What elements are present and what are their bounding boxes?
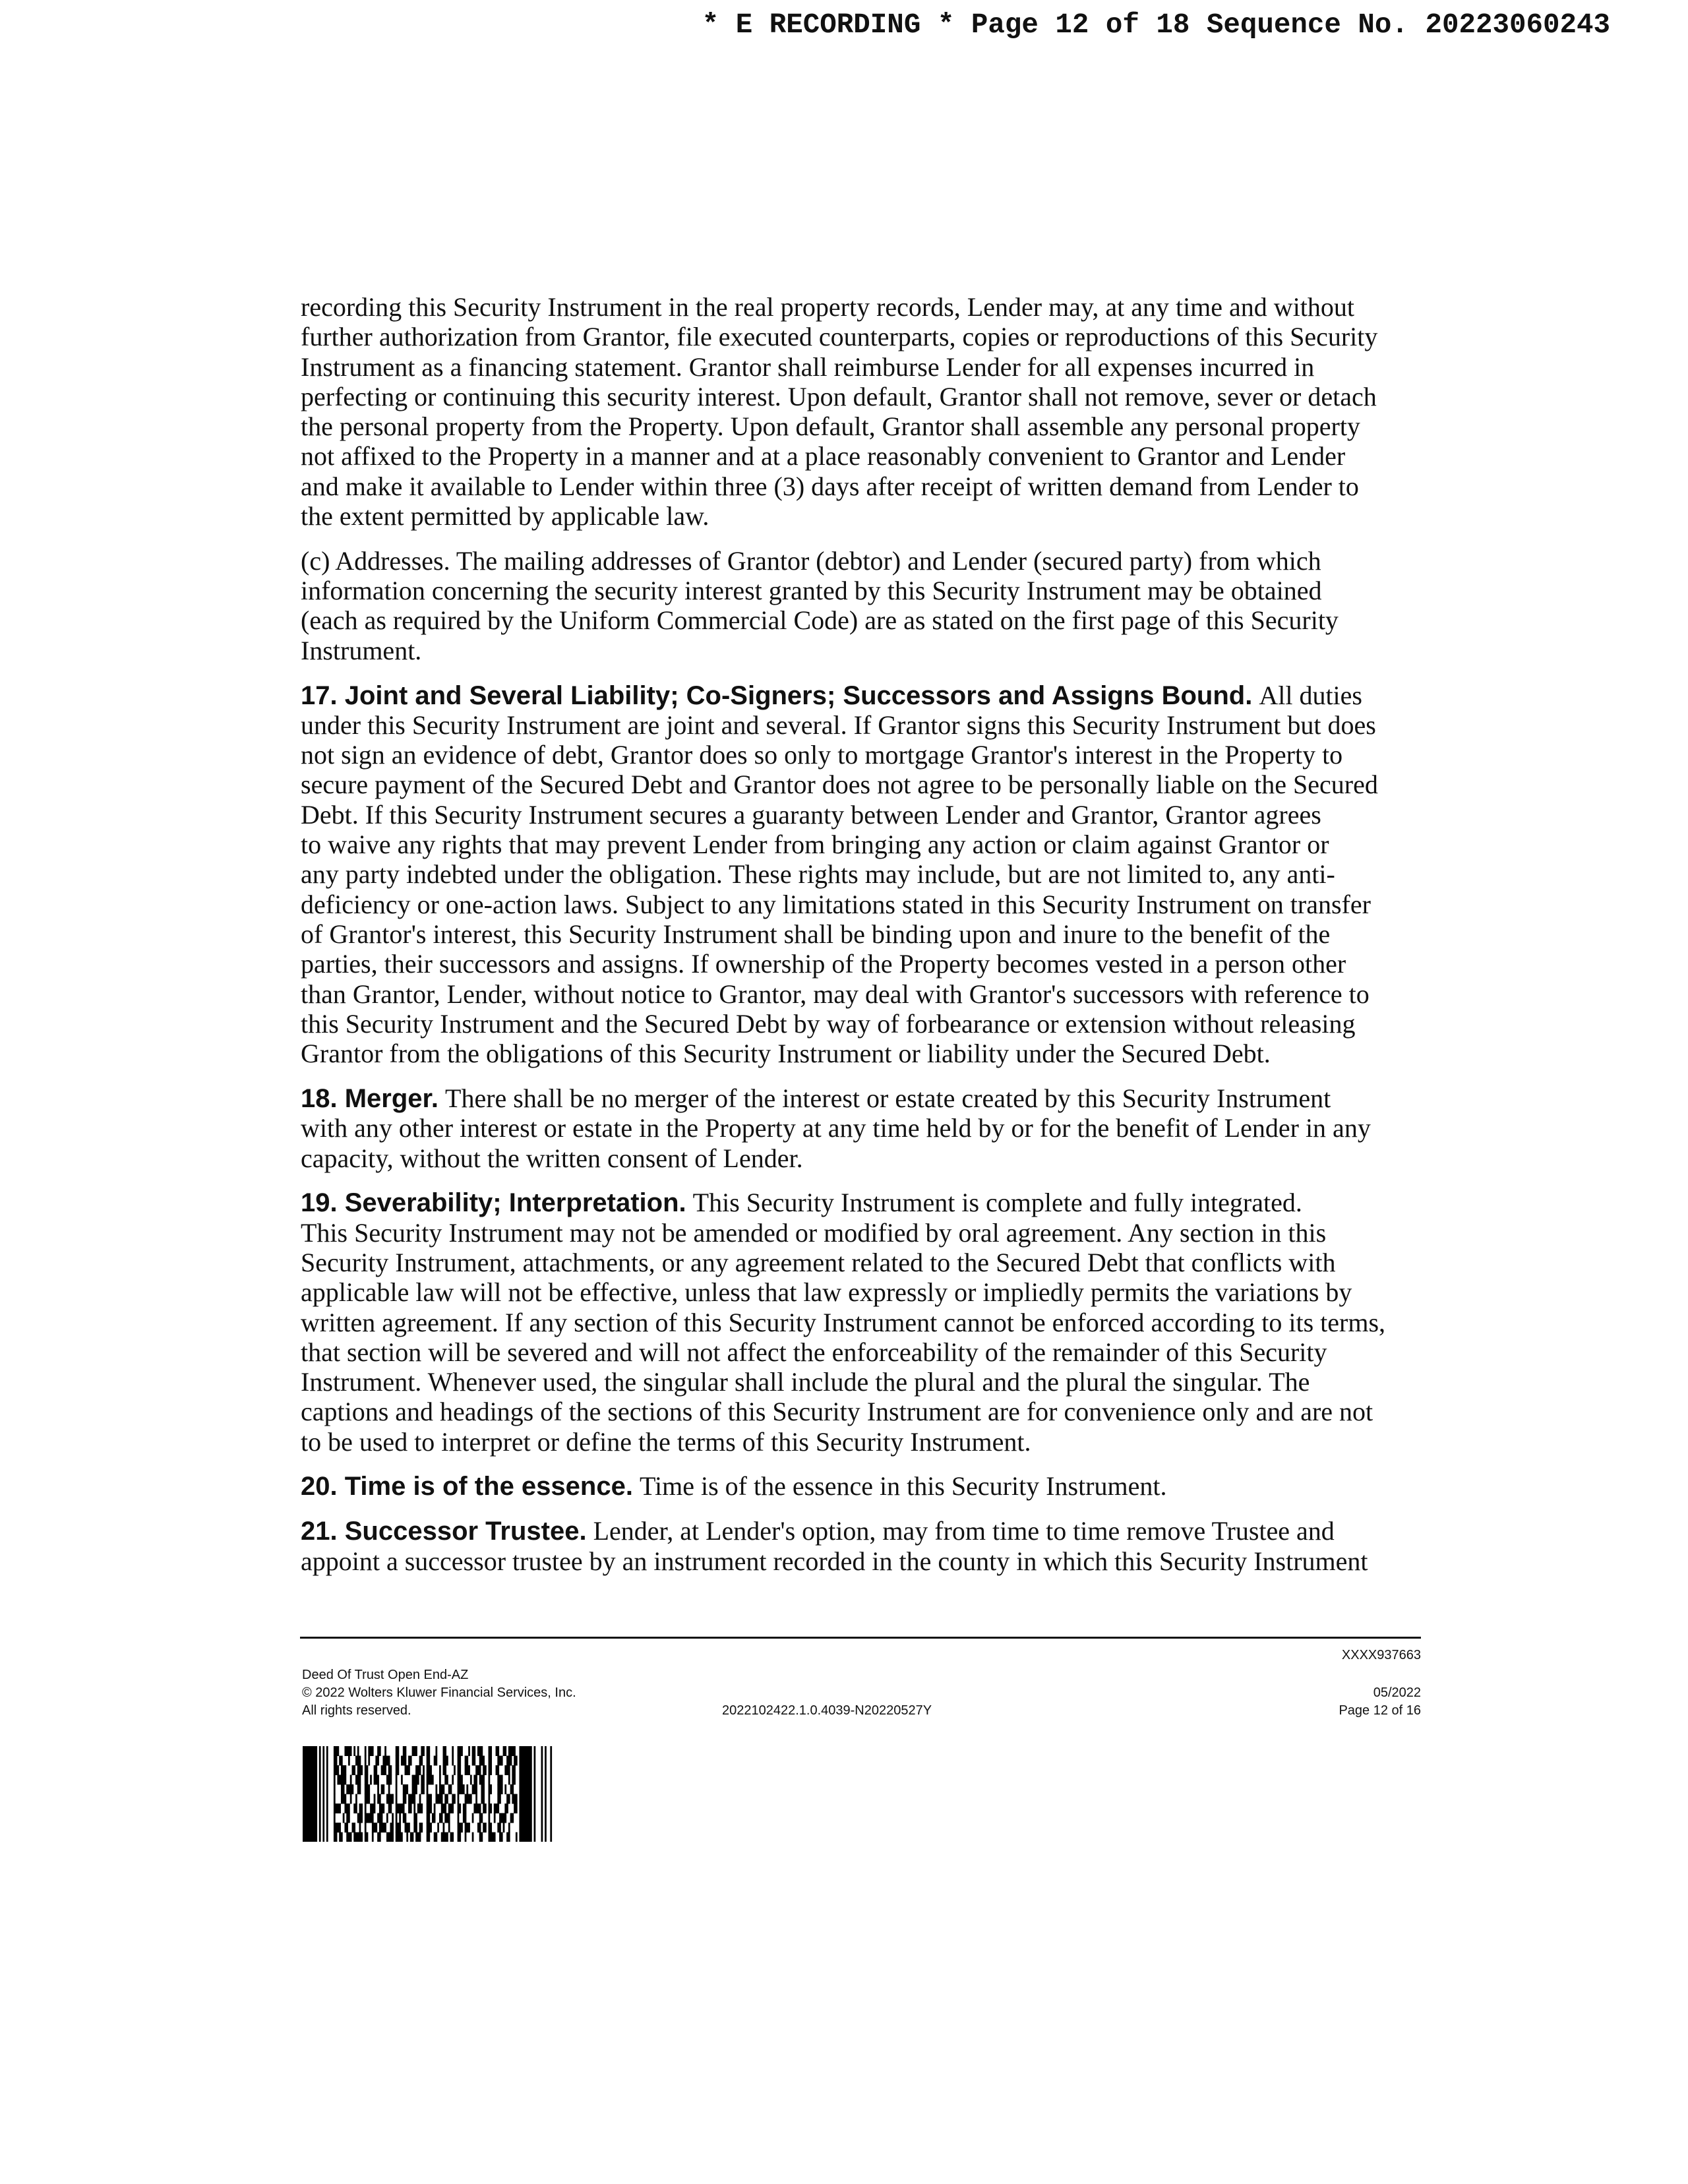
text-line: the extent permitted by applicable law. xyxy=(301,501,709,531)
text-line: recording this Security Instrument in the real property records, Lender may, at any time and without xyxy=(301,292,1355,322)
section-text: Lender, at Lender's option, may from time to time remove Trustee and xyxy=(593,1516,1335,1546)
text-line: captions and headings of the sections of this Security Instrument are for convenience only and are not xyxy=(301,1397,1373,1427)
text-line: appoint a successor trustee by an instrument recorded in the county in which this Security Instrument xyxy=(301,1546,1368,1576)
section-21-successor-trustee xyxy=(301,1516,1385,1576)
text-line: (each as required by the Uniform Commercial Code) are as stated on the first page of this Security xyxy=(301,605,1339,636)
section-20-time-of-essence xyxy=(301,1471,1385,1501)
text-line: and make it available to Lender within three (3) days after receipt of written demand from Lender to xyxy=(301,471,1359,501)
section-text: This Security Instrument is complete and fully integrated. xyxy=(692,1188,1302,1218)
text-line xyxy=(301,1516,1385,1546)
document-body xyxy=(301,292,1385,1591)
text-line: This Security Instrument may not be amended or modified by oral agreement. Any section in this xyxy=(301,1217,1327,1248)
text-line: Instrument. Whenever used, the singular shall include the plural and the plural the singular. The xyxy=(301,1367,1310,1397)
section-text: All duties xyxy=(1259,680,1362,710)
paragraph-addresses xyxy=(301,546,1385,665)
footer-form-info xyxy=(302,1666,576,1720)
text-line: the personal property from the Property. Upon default, Grantor shall assemble any personal property xyxy=(301,411,1360,442)
text-line: capacity, without the written consent of Lender. xyxy=(301,1143,803,1173)
text-line: further authorization from Grantor, file executed counterparts, copies or reproductions of this Security xyxy=(301,322,1378,352)
copyright: © 2022 Wolters Kluwer Financial Services, Inc. xyxy=(302,1685,576,1700)
text-line: that section will be severed and will not affect the enforceability of the remainder of this Security xyxy=(301,1337,1327,1367)
text-line: Debt. If this Security Instrument secures a guaranty between Lender and Grantor, Grantor agrees xyxy=(301,799,1321,830)
form-id: XXXX937663 xyxy=(1341,1648,1421,1662)
section-18-merger xyxy=(301,1083,1385,1173)
text-line: under this Security Instrument are joint and several. If Grantor signs this Security Instrument but does xyxy=(301,710,1376,740)
text-line: perfecting or continuing this security interest. Upon default, Grantor shall not remove, sever or detach xyxy=(301,381,1377,411)
section-heading: 19. Severability; Interpretation. xyxy=(301,1188,686,1218)
text-line: secure payment of the Secured Debt and Grantor does not agree to be personally liable on the Secured xyxy=(301,770,1378,800)
text-line xyxy=(301,1083,1385,1113)
text-line: than Grantor, Lender, without notice to Grantor, may deal with Grantor's successors with reference to xyxy=(301,979,1370,1009)
text-line: deficiency or one-action laws. Subject to any limitations stated in this Security Instrument on transfer xyxy=(301,889,1371,919)
section-heading: 20. Time is of the essence. xyxy=(301,1472,633,1502)
text-line xyxy=(301,681,1385,710)
section-text: Time is of the essence in this Security Instrument. xyxy=(639,1471,1167,1502)
form-title: Deed Of Trust Open End-AZ xyxy=(302,1668,469,1682)
text-line: Security Instrument, attachments, or any agreement related to the Secured Debt that conflicts with xyxy=(301,1247,1336,1277)
text-line: Grantor from the obligations of this Security Instrument or liability under the Secured Debt. xyxy=(301,1039,1271,1069)
text-line xyxy=(301,1471,1385,1501)
text-line: information concerning the security interest granted by this Security Instrument may be obtained xyxy=(301,576,1322,606)
text-line: to be used to interpret or define the terms of this Security Instrument. xyxy=(301,1426,1031,1457)
footer-divider xyxy=(300,1637,1421,1639)
text-line: Instrument as a financing statement. Grantor shall reimburse Lender for all expenses incurred in xyxy=(301,351,1315,382)
text-line: Instrument. xyxy=(301,635,422,665)
text-line xyxy=(301,1188,1385,1217)
recording-stamp: * E RECORDING * Page 12 of 18 Sequence No. 20223060243 xyxy=(702,9,1610,41)
rights-reserved: All rights reserved. xyxy=(302,1703,411,1718)
text-line: (c) Addresses. The mailing addresses of Grantor (debtor) and Lender (secured party) from which xyxy=(301,545,1321,576)
text-line: this Security Instrument and the Secured Debt by way of forbearance or extension without releasing xyxy=(301,1008,1356,1039)
section-heading: 21. Successor Trustee. xyxy=(301,1517,587,1546)
text-line: to waive any rights that may prevent Lender from bringing any action or claim against Grantor or xyxy=(301,830,1329,860)
section-text: There shall be no merger of the interest or estate created by this Security Instrument xyxy=(445,1083,1331,1113)
section-heading: 17. Joint and Several Liability; Co-Signers; Successors and Assigns Bound. xyxy=(301,681,1253,710)
form-date: 05/2022 xyxy=(1373,1685,1421,1700)
text-line: not affixed to the Property in a manner and at a place reasonably convenient to Grantor and Lender xyxy=(301,441,1346,471)
text-line: applicable law will not be effective, unless that law expressly or impliedly permits the variations by xyxy=(301,1277,1352,1308)
page-number: Page 12 of 16 xyxy=(1339,1703,1421,1718)
text-line: parties, their successors and assigns. If ownership of the Property becomes vested in a person other xyxy=(301,949,1346,979)
section-19-severability xyxy=(301,1188,1385,1457)
text-line: with any other interest or estate in the Property at any time held by or for the benefit of Lender in any xyxy=(301,1113,1371,1143)
barcode xyxy=(303,1746,553,1842)
section-heading: 18. Merger. xyxy=(301,1083,439,1113)
text-line: any party indebted under the obligation. These rights may include, but are not limited to, any anti- xyxy=(301,859,1335,890)
footer-page-info xyxy=(1339,1684,1421,1720)
paragraph-continuation xyxy=(301,292,1385,531)
text-line: of Grantor's interest, this Security Instrument shall be binding upon and inure to the benefit of the xyxy=(301,919,1331,949)
text-line: not sign an evidence of debt, Grantor does so only to mortgage Grantor's interest in the Property to xyxy=(301,740,1343,770)
section-17-joint-and-several-liability xyxy=(301,681,1385,1069)
text-line: written agreement. If any section of this Security Instrument cannot be enforced according to its terms, xyxy=(301,1307,1386,1337)
document-code: 2022102422.1.0.4039-N20220527Y xyxy=(722,1703,932,1718)
